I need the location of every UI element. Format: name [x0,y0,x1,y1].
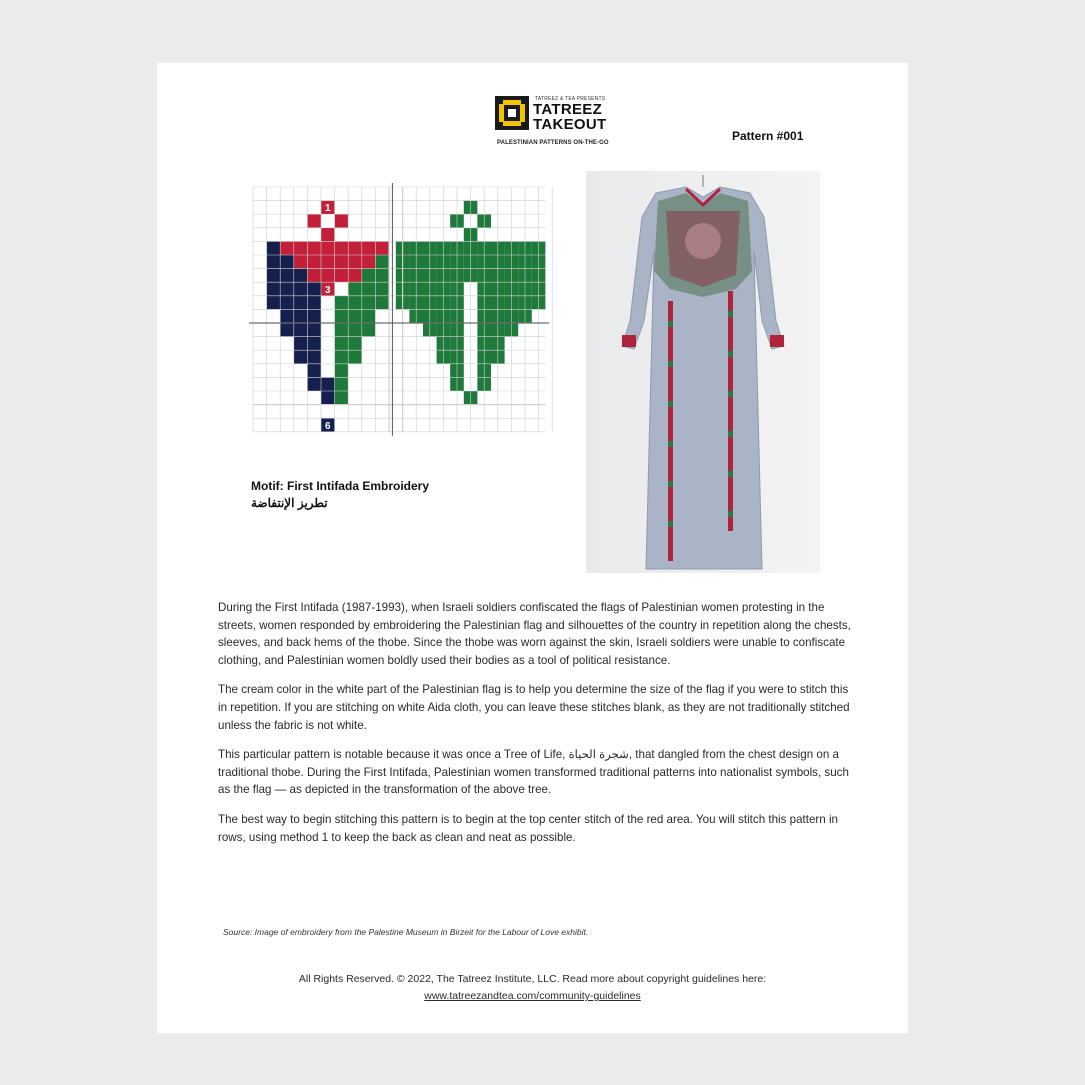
chart-step-6-label: 6 [325,420,331,432]
stitch-navy [294,350,308,364]
stitch-green [375,282,389,296]
logo-name-line1: TATREEZ [533,101,603,118]
stitch-red [280,241,294,255]
chart-step-3-label: 3 [325,284,331,296]
cross-stitch-chart [241,177,553,457]
stitch-navy [280,296,294,310]
stitch-green [362,296,376,310]
stitch-red [348,255,362,269]
stitch-green [362,269,376,283]
thobe-photo [586,171,820,573]
stitch-red [294,255,308,269]
stitch-navy [280,269,294,283]
logo-name [533,102,606,132]
stitch-red [362,241,376,255]
stitch-green [362,309,376,323]
stitch-navy [294,296,308,310]
source-note: Source: Image of embroidery from the Palestine Museum in Birzeit for the Labour of Love exhibit. [223,927,589,937]
stitch-green [335,309,349,323]
paragraph-tree-of-life: This particular pattern is notable because it was once a Tree of Life, شجرة الحياة, that dangled from the chest design on a traditional thobe. During the First Intifada, Palestinian women transformed traditional patterns into nationalist symbols, such as the flag — as depicted in the transformation of the above tree. [218,748,849,797]
stitch-red [307,214,321,228]
stitch-navy [267,255,281,269]
logo-presents: TATREEZ & TEA PRESENTS [535,96,606,102]
stitch-green [335,350,349,364]
chart-step-1-label: 1 [325,203,331,215]
stitch-green [362,282,376,296]
stitch-navy [307,364,321,378]
logo-emblem-icon [495,96,529,130]
stitch-navy [307,377,321,391]
motif-title: Motif: First Intifada Embroidery [251,479,430,493]
stitch-navy [294,269,308,283]
stitch-navy [267,241,281,255]
pattern-number: Pattern #001 [732,129,804,143]
stitch-red [321,241,335,255]
stitch-red [321,228,335,242]
stitch-green [335,391,349,405]
copyright-notice [157,971,908,1005]
stitch-navy [267,269,281,283]
stitch-red [321,255,335,269]
stitch-green [348,323,362,337]
stitch-navy [307,350,321,364]
stitch-navy [307,296,321,310]
stitch-green [375,255,389,269]
stitch-green [375,296,389,310]
tatreez-takeout-logo [495,96,611,152]
stitch-red [335,214,349,228]
pattern-sheet [157,63,908,1033]
paragraph-cream-color: The cream color in the white part of the Palestinian flag is to help you determine the size of the flag if you were to stitch this in repetition. If you are stitching on white Aida cloth, you can leave these stitches blank, as they are not traditionally stitched unless the fabric is not white. [218,683,850,732]
motif-arabic-title: تطريز الإنتفاضة [251,496,328,510]
stitch-green [335,337,349,351]
stitch-red [307,241,321,255]
community-guidelines-link[interactable]: www.tatreezandtea.com/community-guidelines [424,990,641,1002]
stitch-navy [280,282,294,296]
stitch-navy [267,296,281,310]
stitch-green [348,350,362,364]
paragraph-how-to-stitch: The best way to begin stitching this pattern is to begin at the top center stitch of the red area. You will stitch this pattern in rows, using method 1 to keep the back as clean and neat as possible. [218,812,838,844]
stitch-red [348,269,362,283]
stitch-green [335,377,349,391]
stitch-red [375,241,389,255]
stitch-navy [280,323,294,337]
stitch-navy [294,309,308,323]
stitch-navy [280,255,294,269]
stitch-green [335,364,349,378]
stitch-red [307,255,321,269]
description-text [218,599,858,858]
stitch-navy [307,323,321,337]
stitch-green [348,337,362,351]
stitch-navy [307,337,321,351]
stitch-navy [321,391,335,405]
stitch-green [348,296,362,310]
stitch-red [321,269,335,283]
copyright-line: All Rights Reserved. © 2022, The Tatreez Institute, LLC. Read more about copyright guidelines here: [298,973,767,985]
stitch-navy [294,323,308,337]
paragraph-history: During the First Intifada (1987-1993), when Israeli soldiers confiscated the flags of Palestinian women protesting in the streets, women responded by embroidering the Palestinian flag and silhouettes of the country in repetition along the chests, sleeves, and back hems of the thobe. Since the thobe was worn against the skin, Israeli soldiers were unable to confiscate clothing, and Palestinian women boldly used their bodies as a tool of political resistance. [218,601,851,667]
logo-tagline: PALESTINIAN PATTERNS ON-THE-GO [497,140,609,146]
stitch-navy [307,309,321,323]
logo-name-line2: TAKEOUT [533,116,607,133]
stitch-green [375,269,389,283]
stitch-red [362,255,376,269]
stitch-navy [267,282,281,296]
stitch-navy [280,309,294,323]
stitch-green [335,296,349,310]
stitch-green [362,323,376,337]
stitch-navy [294,337,308,351]
stitch-red [335,269,349,283]
stitch-navy [294,282,308,296]
stitch-navy [307,282,321,296]
stitch-red [348,241,362,255]
stitch-green [348,282,362,296]
stitch-red [307,269,321,283]
stitch-red [294,241,308,255]
stitch-red [335,255,349,269]
stitch-green [348,309,362,323]
stitch-navy [321,377,335,391]
stitch-green [335,323,349,337]
stitch-red [335,241,349,255]
